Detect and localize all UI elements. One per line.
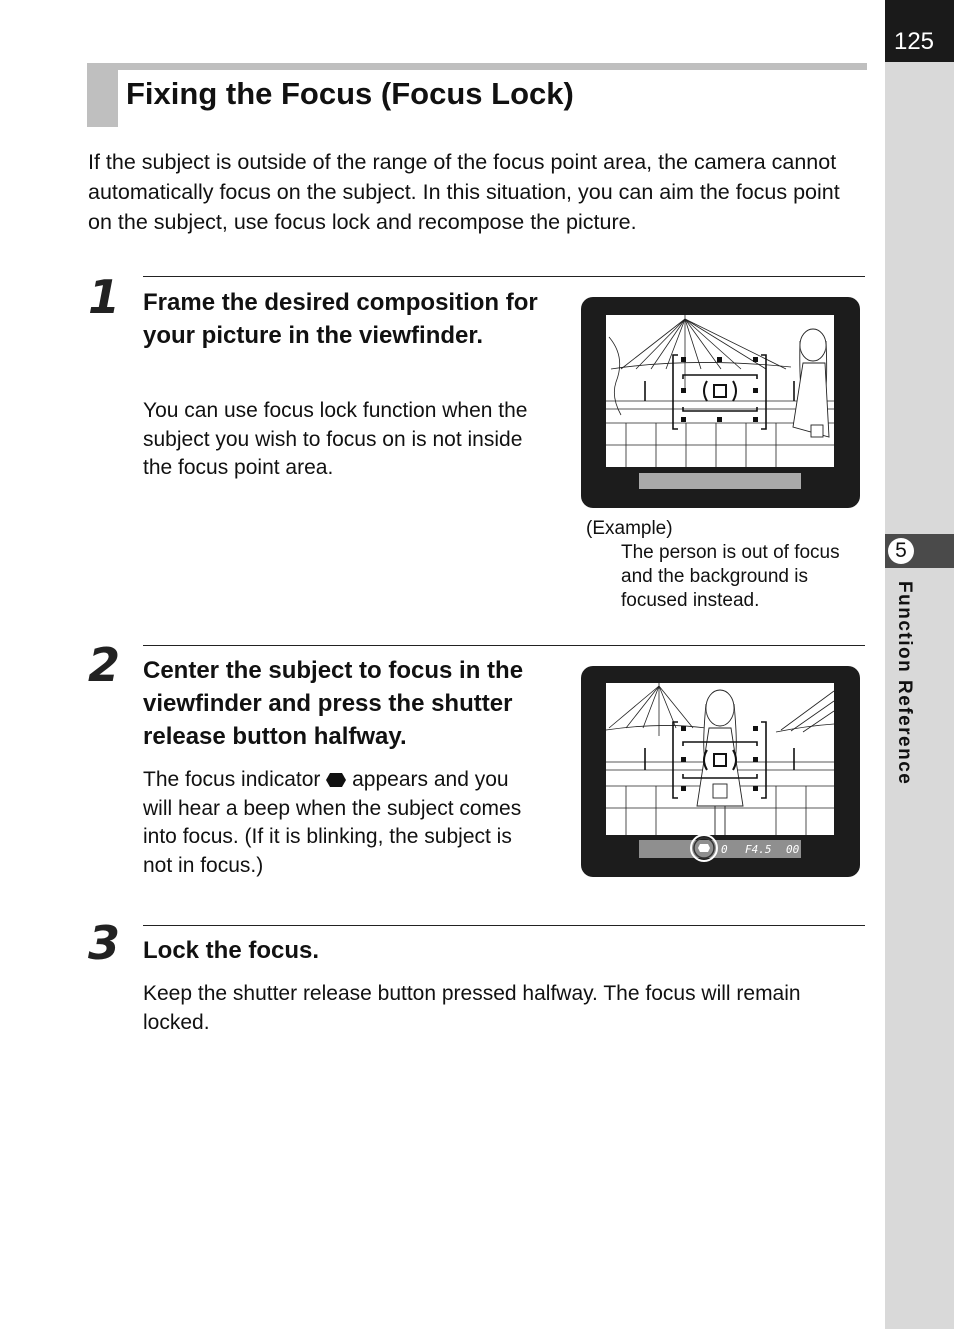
step-2-rule bbox=[143, 645, 865, 646]
step-2-heading: Center the subject to focus in the viewfinder and press the shutter release button halfway. bbox=[143, 657, 524, 750]
step-2-body bbox=[143, 766, 543, 880]
intro-paragraph: If the subject is outside of the range of the focus point area, the camera cannot automatically focus on the subject. In this situation, you can aim the focus point on the subject, use focus lock and recompose the picture. bbox=[88, 150, 840, 234]
chapter-label: Function Reference bbox=[894, 581, 915, 786]
step-3-body: Keep the shutter release button pressed halfway. The focus will remain locked. bbox=[143, 982, 801, 1034]
viewfinder-image-1 bbox=[581, 297, 860, 508]
step-1-body: You can use focus lock function when the subject you wish to focus on is not inside the focus point area. bbox=[143, 399, 528, 480]
chapter-number: 5 bbox=[888, 538, 914, 564]
step-3-number: 3 bbox=[88, 916, 121, 970]
lcd-digit: 0 bbox=[721, 843, 728, 856]
viewfinder-image-2 bbox=[581, 666, 860, 877]
step-3-rule bbox=[143, 925, 865, 926]
lcd-extra: 00 bbox=[786, 843, 800, 856]
page-number: 125 bbox=[893, 28, 935, 55]
step-2-body-before: The focus indicator bbox=[143, 768, 321, 791]
page-title: Fixing the Focus (Focus Lock) bbox=[126, 76, 574, 111]
focus-indicator-icon bbox=[326, 773, 346, 787]
step-1-number: 1 bbox=[88, 270, 121, 324]
title-block bbox=[87, 63, 118, 127]
step-2-number: 2 bbox=[88, 638, 121, 692]
figure-1-caption: The person is out of focus and the background is focused instead. bbox=[621, 542, 840, 611]
lcd-aperture: F4.5 bbox=[745, 843, 772, 856]
step-1-heading: Frame the desired composition for your picture in the viewfinder. bbox=[143, 289, 538, 349]
figure-1-caption-label: (Example) bbox=[586, 518, 673, 539]
step-1-rule bbox=[143, 276, 865, 277]
title-rule bbox=[87, 63, 867, 70]
page-number-box bbox=[885, 0, 954, 62]
step-3-heading: Lock the focus. bbox=[143, 937, 320, 964]
step-2-body-after: appears and you will hear a beep when the subject comes into focus. (If it is blinking, the subject is not in focus.) bbox=[143, 768, 522, 877]
